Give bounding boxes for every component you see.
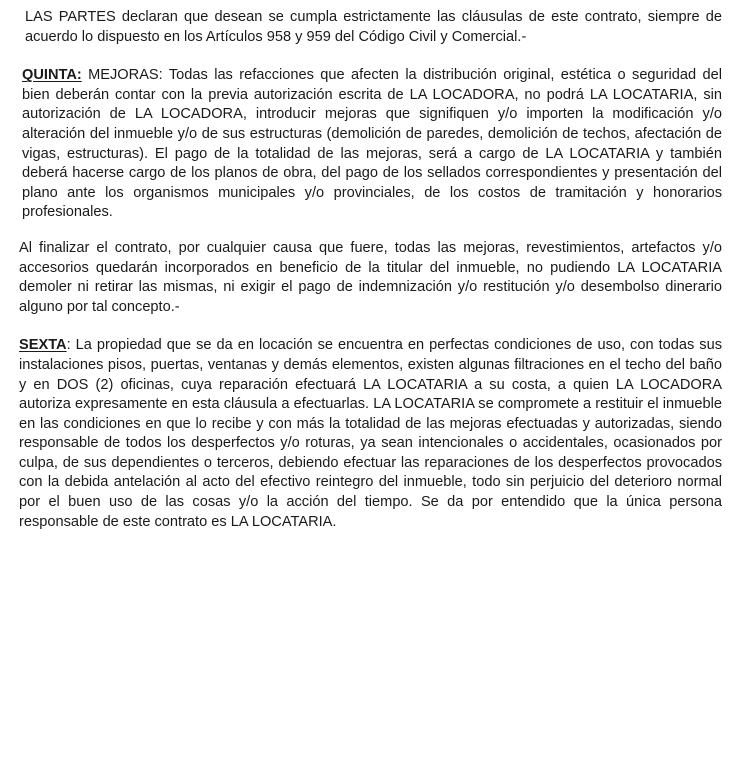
clause-sexta-heading: SEXTA bbox=[19, 337, 67, 354]
clause-sexta-text: : La propiedad que se da en locación se encuentra en perfectas condiciones de uso, con todas sus instalaciones pisos, puertas, ventanas y demás elementos, existen algunas filtraciones en el techo del baño y en DOS (2) oficinas, cuya reparación efectuará LA LOCATARIA a su costa, a quien LA LOCADORA autoriza expresamente en esta cláusula a efectuarlas. LA LOCATARIA se compromete a restituir el inmueble en las condiciones en que lo recibe y con más la totalidad de las mejoras efectuadas y autorizadas, siendo responsable de todos los desperfectos y/o roturas, ya sean intencionales o accidentales, ocasionados por culpa, de sus dependientes o terceros, debiendo efectuar las reparaciones de los desperfectos provocados con la debida antelación al acto del efectivo reintegro del inmueble, todo sin perjuicio del deterioro normal por el buen uso de las cosas y/o la acción del tiempo. Se da por entendido que la única persona responsable de este contrato es LA LOCATARIA. bbox=[19, 337, 722, 530]
clause-quinta-text: MEJORAS: Todas las refacciones que afecten la distribución original, estética o seguridad del bien deberán contar con la previa autorización escrita de LA LOCADORA, no podrá LA LOCATARIA, sin autorización de LA LOCADORA, introducir mejoras que signifiquen y/o importen la modificación y/o alteración del inmueble y/o de sus estructuras (demolición de paredes, demolición de techos, afectación de vigas, estructuras). El pago de la totalidad de las mejoras, será a cargo de LA LOCATARIA y también deberá hacerse cargo de los planos de obra, del pago de los sellados correspondientes y presentación del plano ante los organismos municipales y/o provinciales, de los costos de tramitación y honorarios profesionales. bbox=[22, 67, 722, 221]
paragraph-finalizar: Al finalizar el contrato, por cualquier causa que fuere, todas las mejoras, revestimientos, artefactos y/o accesorios quedarán incorporados en beneficio de la titular del inmueble, no pudiendo LA LOCATARIA demoler ni retirar las mismas, ni exigir el pago de indemnización y/o restitución y/o desembolso dinerario alguno por tal concepto.- bbox=[19, 239, 722, 315]
clause-quinta-heading: QUINTA: bbox=[22, 67, 82, 84]
contract-page bbox=[19, 8, 722, 532]
clause-sexta bbox=[19, 336, 722, 532]
clause-quinta bbox=[22, 66, 722, 223]
paragraph-partes: LAS PARTES declaran que desean se cumpla estrictamente las cláusulas de este contrato, siempre de acuerdo lo dispuesto en los Artículos 958 y 959 del Código Civil y Comercial.- bbox=[25, 9, 722, 45]
